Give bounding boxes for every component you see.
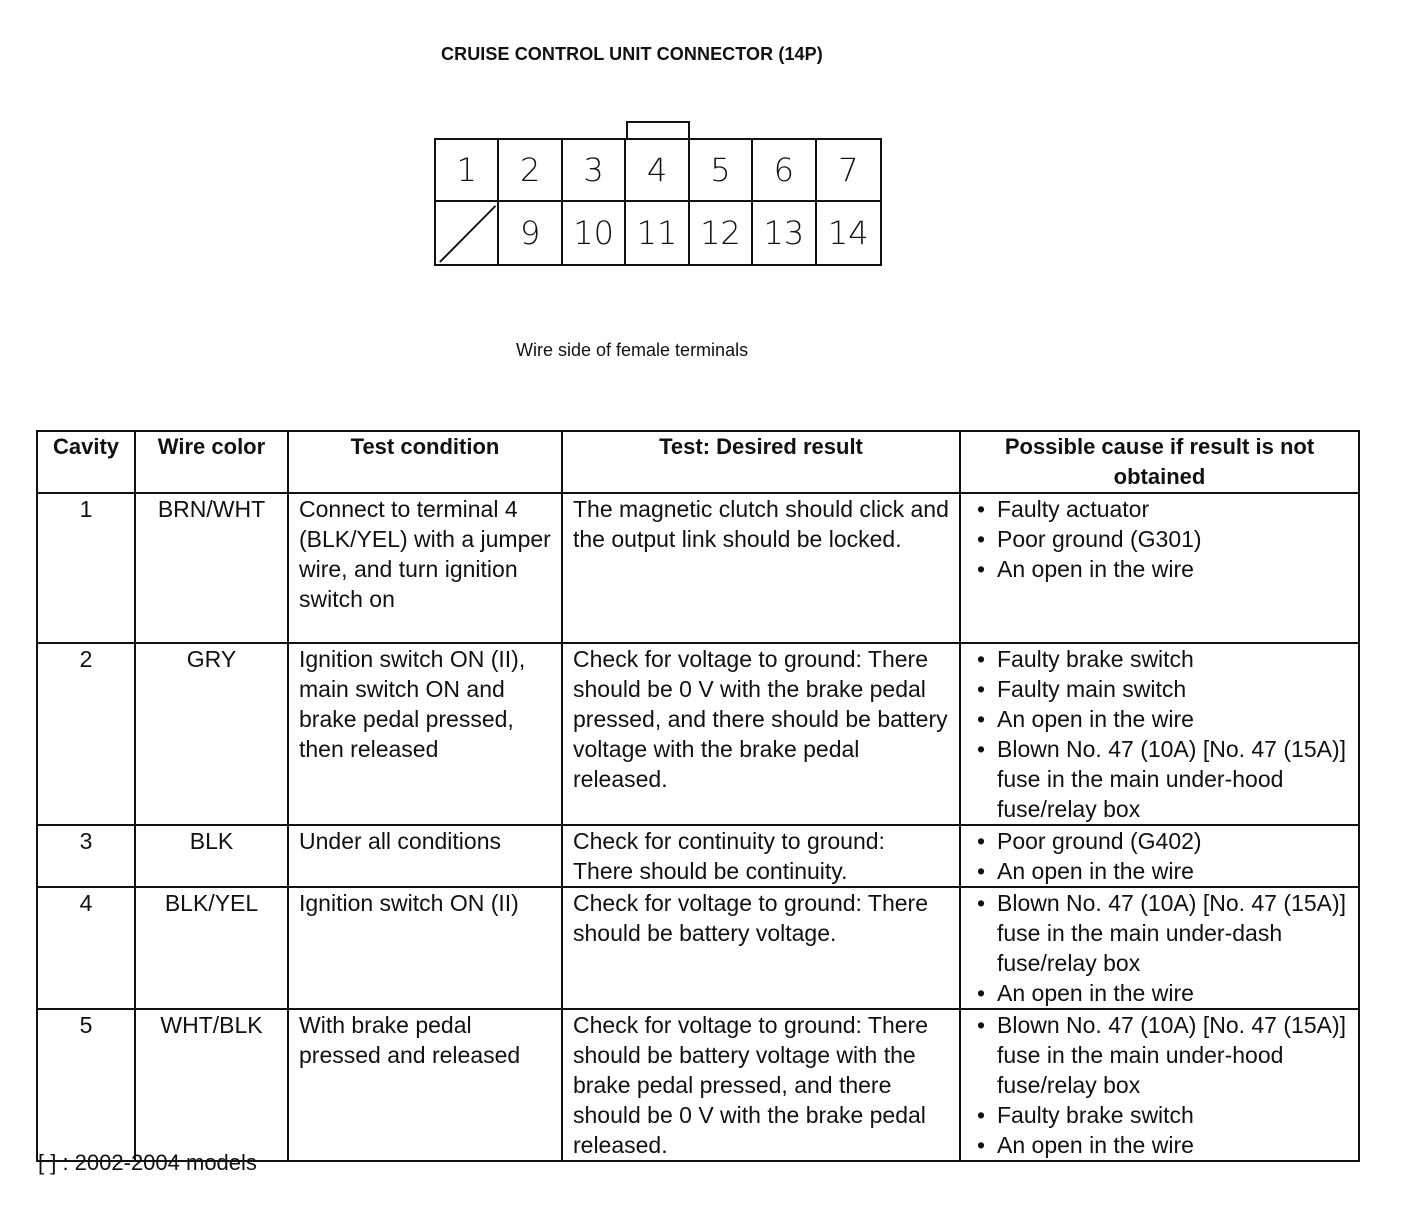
test-condition-cell: Ignition switch ON (II) xyxy=(288,887,562,1009)
desired-result-cell: Check for voltage to ground: There should be battery voltage with the brake pedal pressed, and there should be 0 V with the brake pedal released. xyxy=(562,1009,960,1161)
footnote: [ ] : 2002-2004 models xyxy=(38,1150,257,1175)
wire-color-cell: BLK/YEL xyxy=(135,887,288,1009)
cavity-cell: 2 xyxy=(37,643,135,825)
cause-item: • Faulty brake switch xyxy=(971,1100,1348,1130)
cause-item: • Blown No. 47 (10A) [No. 47 (15A)] fuse in the main under-dash fuse/relay box xyxy=(971,888,1348,978)
desired-result-cell: Check for voltage to ground: There should be battery voltage. xyxy=(562,887,960,1009)
connector-lock-tab xyxy=(626,121,690,139)
cause-item: • An open in the wire xyxy=(971,554,1348,584)
table-row xyxy=(37,825,1359,887)
terminal-6: 6 xyxy=(753,140,816,202)
page-title: CRUISE CONTROL UNIT CONNECTOR (14P) xyxy=(441,44,823,64)
test-condition-cell: Connect to terminal 4 (BLK/YEL) with a jumper wire, and turn ignition switch on xyxy=(288,493,562,643)
possible-cause-cell xyxy=(960,1009,1359,1161)
table-row xyxy=(37,887,1359,1009)
possible-cause-cell xyxy=(960,825,1359,887)
terminal-12: 12 xyxy=(690,202,753,264)
cause-item: • An open in the wire xyxy=(971,1130,1348,1160)
terminal-1: 1 xyxy=(436,140,499,202)
table-row xyxy=(37,643,1359,825)
terminal-14: 14 xyxy=(827,214,869,252)
test-table xyxy=(36,430,1360,1162)
cause-item: • An open in the wire xyxy=(971,856,1348,886)
possible-cause-cell xyxy=(960,643,1359,825)
terminal-2: 2 xyxy=(499,140,562,202)
terminal-11: 11 xyxy=(626,202,689,264)
connector-caption: Wire side of female terminals xyxy=(516,340,749,360)
desired-result-cell: The magnetic clutch should click and the output link should be locked. xyxy=(562,493,960,643)
header-cavity: Cavity xyxy=(37,431,135,493)
cause-item: • An open in the wire xyxy=(971,978,1348,1008)
cause-item: • Faulty actuator xyxy=(971,494,1348,524)
cause-item: • An open in the wire xyxy=(971,704,1348,734)
possible-cause-cell xyxy=(960,493,1359,643)
connector-terminal-grid xyxy=(434,138,882,266)
header-wire-color: Wire color xyxy=(135,431,288,493)
cause-item: • Blown No. 47 (10A) [No. 47 (15A)] fuse in the main under-hood fuse/relay box xyxy=(971,1010,1348,1100)
desired-result-cell: Check for continuity to ground: There should be continuity. xyxy=(562,825,960,887)
test-condition-cell: Ignition switch ON (II), main switch ON and brake pedal pressed, then released xyxy=(288,643,562,825)
table-row xyxy=(37,493,1359,643)
desired-result-cell: Check for voltage to ground: There should be 0 V with the brake pedal pressed, and there should be battery voltage with the brake pedal released. xyxy=(562,643,960,825)
header-test-condition: Test condition xyxy=(288,431,562,493)
cause-item: • Poor ground (G301) xyxy=(971,524,1348,554)
terminal-13: 13 xyxy=(753,202,816,264)
wire-color-cell: GRY xyxy=(135,643,288,825)
cause-item: • Faulty brake switch xyxy=(971,644,1348,674)
terminal-4: 4 xyxy=(626,140,689,202)
terminal-10: 10 xyxy=(563,202,626,264)
cavity-cell: 4 xyxy=(37,887,135,1009)
test-condition-cell: Under all conditions xyxy=(288,825,562,887)
terminal-7: 7 xyxy=(817,140,880,202)
table-row xyxy=(37,1009,1359,1161)
cavity-cell: 3 xyxy=(37,825,135,887)
wire-color-cell: BLK xyxy=(135,825,288,887)
test-condition-cell: With brake pedal pressed and released xyxy=(288,1009,562,1161)
possible-cause-cell xyxy=(960,887,1359,1009)
header-desired-result: Test: Desired result xyxy=(562,431,960,493)
cavity-cell: 5 xyxy=(37,1009,135,1161)
wire-color-cell: BRN/WHT xyxy=(135,493,288,643)
header-possible-cause: Possible cause if result is not obtained xyxy=(960,431,1359,493)
terminal-8-unused xyxy=(436,202,499,264)
cause-item: • Poor ground (G402) xyxy=(971,826,1348,856)
terminal-5: 5 xyxy=(690,140,753,202)
unused-cavity-slash xyxy=(436,202,497,264)
table-header-row xyxy=(37,431,1359,493)
terminal-9: 9 xyxy=(499,202,562,264)
wire-color-cell: WHT/BLK xyxy=(135,1009,288,1161)
connector-diagram xyxy=(434,121,882,267)
cause-item: • Blown No. 47 (10A) [No. 47 (15A)] fuse in the main under-hood fuse/relay box xyxy=(971,734,1348,824)
terminal-3: 3 xyxy=(563,140,626,202)
cavity-cell: 1 xyxy=(37,493,135,643)
cause-item: • Faulty main switch xyxy=(971,674,1348,704)
